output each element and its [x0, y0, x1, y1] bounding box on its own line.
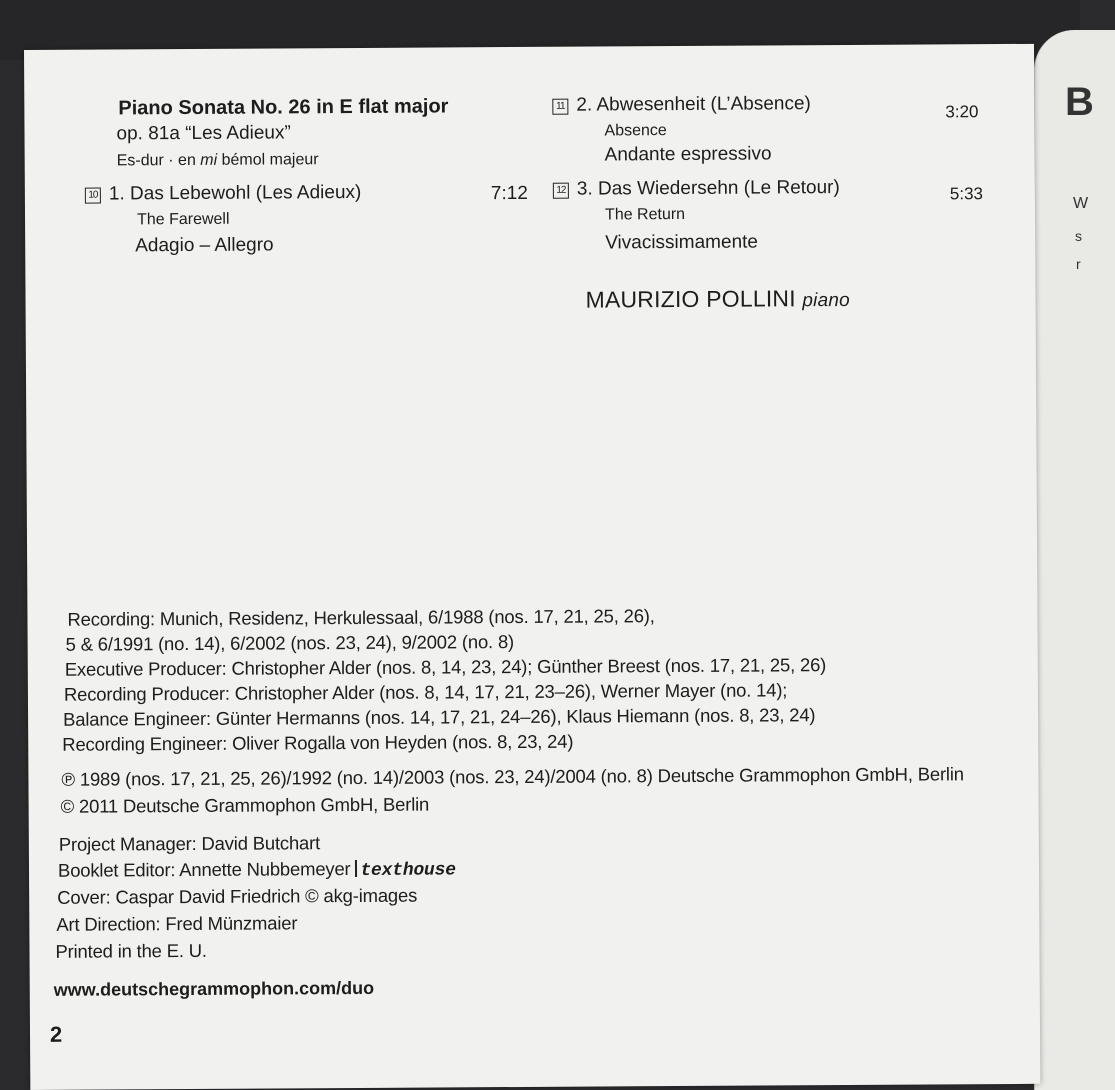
- copyright: © 2011 Deutsche Grammophon GmbH, Berlin: [60, 793, 430, 817]
- track-number-box: 11: [552, 99, 568, 115]
- credit-line: Balance Engineer: Günter Hermanns (nos. 14, 17, 21, 24–26), Klaus Hiemann (nos. 8, 23, 24): [63, 704, 816, 730]
- track-subtitle: Absence: [604, 122, 667, 140]
- track-duration: 5:33: [949, 184, 984, 204]
- next-page-letter: W: [1073, 195, 1089, 212]
- adjacent-page: [1034, 30, 1115, 1090]
- phonogram-copyright: ℗ 1989 (nos. 17, 21, 25, 26)/1992 (no. 14)/2003 (nos. 23, 24)/2004 (no. 8) Deutsche Grammophon GmbH, Berlin: [61, 763, 964, 790]
- track-tempo: Adagio – Allegro: [135, 234, 274, 257]
- credit-line: Recording Producer: Christopher Alder (nos. 8, 14, 17, 21, 23–26), Werner Mayer (no. 14);: [63, 679, 788, 705]
- track-duration: 7:12: [490, 182, 528, 205]
- texthouse-logo: texthouse: [360, 860, 456, 881]
- track-tempo: Andante espressivo: [604, 143, 772, 166]
- performer-instrument: piano: [802, 289, 850, 312]
- credit-line: Recording: Munich, Residenz, Herkulessaal, 6/1988 (nos. 17, 21, 25, 26),: [67, 605, 655, 630]
- website-link[interactable]: www.deutschegrammophon.com/duo: [53, 977, 375, 1000]
- credit-line: Executive Producer: Christopher Alder (nos. 8, 14, 23, 24); Günther Breest (nos. 17, 21, 25, 26): [64, 654, 827, 680]
- next-page-letter: B: [1065, 80, 1094, 124]
- printed-in: Printed in the E. U.: [55, 939, 207, 962]
- track-row: [553, 177, 840, 201]
- credit-line: Recording Engineer: Oliver Rogalla von Heyden (nos. 8, 23, 24): [62, 730, 574, 755]
- booklet-editor: Booklet Editor: Annette Nubbemeyer texthouse: [57, 857, 456, 881]
- track-title: 1. Das Lebewohl (Les Adieux): [108, 181, 362, 205]
- project-manager: Project Manager: David Butchart: [58, 832, 321, 855]
- art-direction: Art Direction: Fred Münzmaier: [56, 912, 298, 935]
- track-number-box: 12: [553, 183, 569, 199]
- cover-credit: Cover: Caspar David Friedrich © akg-images: [57, 884, 418, 908]
- work-key: Es-dur · en mi bémol majeur: [116, 151, 319, 170]
- booklet-page: [24, 44, 1040, 1090]
- track-title: 3. Das Wiedersehn (Le Retour): [576, 177, 840, 200]
- track-subtitle: The Return: [604, 205, 686, 224]
- track-tempo: Vivacissimamente: [605, 231, 759, 254]
- work-title: Piano Sonata No. 26 in E flat major: [118, 95, 449, 120]
- texthouse-logo-bar: [355, 860, 357, 877]
- next-page-letter: r: [1076, 256, 1081, 272]
- track-row: [552, 93, 811, 117]
- track-duration: 3:20: [945, 102, 979, 122]
- track-number-box: 10: [85, 188, 101, 204]
- performer: [585, 285, 849, 314]
- track-subtitle: The Farewell: [136, 210, 230, 229]
- page-number: 2: [49, 1021, 63, 1047]
- performer-name: MAURIZIO POLLINI: [585, 285, 796, 313]
- track-row: [85, 182, 362, 206]
- credit-line: 5 & 6/1991 (no. 14), 6/2002 (nos. 23, 24), 9/2002 (no. 8): [65, 631, 515, 655]
- next-page-letter: s: [1075, 228, 1082, 244]
- work-opus: op. 81a “Les Adieux”: [116, 122, 291, 145]
- track-title: 2. Abwesenheit (L’Absence): [576, 93, 811, 116]
